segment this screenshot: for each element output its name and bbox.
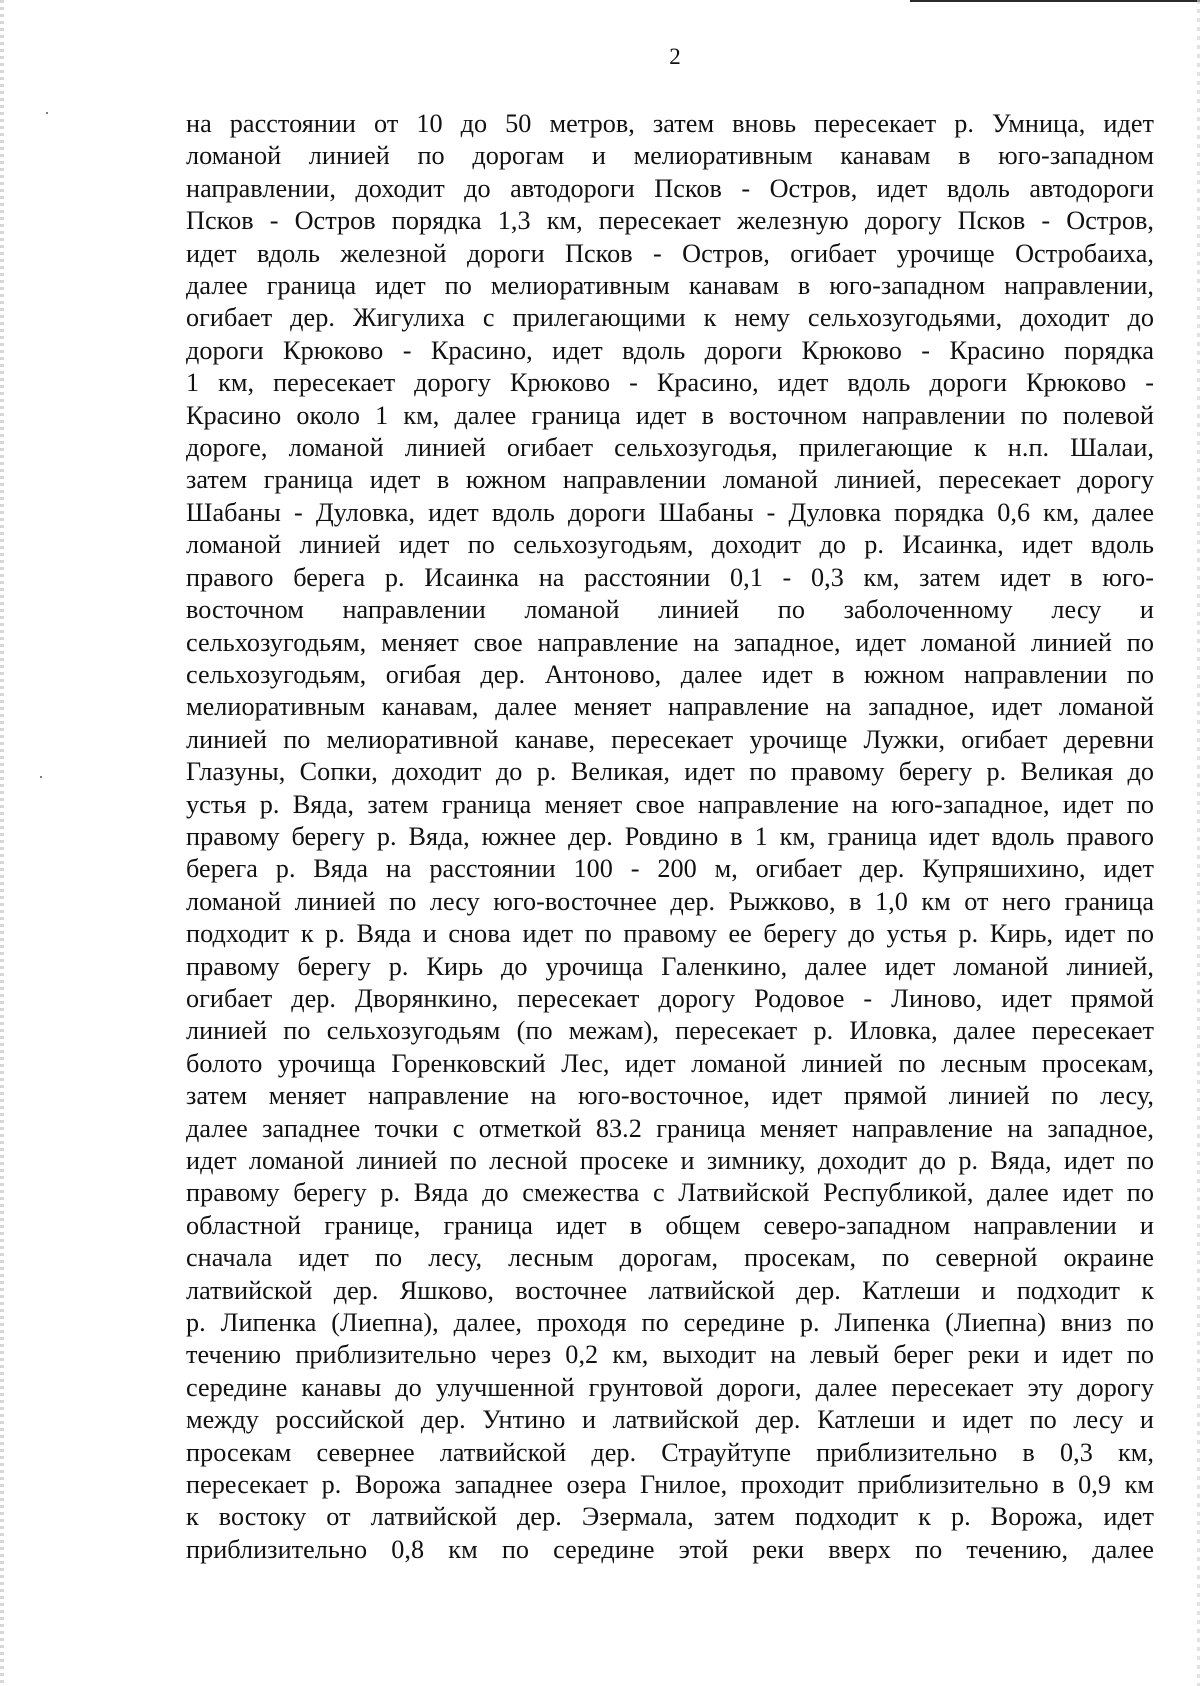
text-line: ломаной линией по дорогам и мелиоративным канавам в юго-западном: [186, 141, 1154, 171]
text-line: Глазуны, Сопки, доходит до р. Великая, идет по правому берегу р. Великая до: [186, 757, 1154, 787]
text-line: сельхозугодьям, огибая дер. Антоново, далее идет в южном направлении по: [186, 659, 1154, 689]
text-line: приблизительно 0,8 км по середине этой реки вверх по течению, далее: [186, 1534, 1154, 1564]
text-line: болото урочища Горенковский Лес, идет ломаной линией по лесным просекам,: [186, 1048, 1154, 1078]
text-line: сначала идет по лесу, лесным дорогам, просекам, по северной окраине: [186, 1243, 1154, 1273]
text-line: правому берегу р. Кирь до урочища Галенкино, далее идет ломаной линией,: [186, 951, 1154, 981]
text-line: областной границе, граница идет в общем северо-западном направлении и: [186, 1210, 1154, 1240]
text-line: берега р. Вяда на расстоянии 100 - 200 м, огибает дер. Купряшихино, идет: [186, 854, 1154, 884]
text-line: направлении, доходит до автодороги Псков - Остров, идет вдоль автодороги: [186, 173, 1154, 203]
text-line: середине канавы до улучшенной грунтовой дороги, далее пересекает эту дорогу: [186, 1372, 1154, 1402]
text-line: далее граница идет по мелиоративным канавам в юго-западном направлении,: [186, 271, 1154, 301]
body-paragraph: [186, 108, 1154, 1566]
text-line: дороге, ломаной линией огибает сельхозугодья, прилегающие к н.п. Шалаи,: [186, 433, 1154, 463]
text-line: мелиоративным канавам, далее меняет направление на западное, идет ломаной: [186, 692, 1154, 722]
text-line: р. Липенка (Лиепна), далее, проходя по середине р. Липенка (Лиепна) вниз по: [186, 1308, 1154, 1338]
page-number: 2: [669, 44, 681, 69]
text-line: ломаной линией по лесу юго-восточнее дер. Рыжково, в 1,0 км от него граница: [186, 886, 1154, 916]
text-line: сельхозугодьям, меняет свое направление на западное, идет ломаной линией по: [186, 627, 1154, 657]
text-line: восточном направлении ломаной линией по заболоченному лесу и: [186, 595, 1154, 625]
text-line: правого берега р. Исаинка на расстоянии 0,1 - 0,3 км, затем идет в юго-: [186, 562, 1154, 592]
text-line: линией по сельхозугодьям (по межам), пересекает р. Иловка, далее пересекает: [186, 1016, 1154, 1046]
text-line: ломаной линией идет по сельхозугодьям, доходит до р. Исаинка, идет вдоль: [186, 530, 1154, 560]
text-line: Псков - Остров порядка 1,3 км, пересекает железную дорогу Псков - Остров,: [186, 206, 1154, 236]
text-line: к востоку от латвийской дер. Эзермала, затем подходит к р. Ворожа, идет: [186, 1502, 1154, 1532]
text-line: огибает дер. Дворянкино, пересекает дорогу Родовое - Линово, идет прямой: [186, 983, 1154, 1013]
text-line: идет вдоль железной дороги Псков - Остров, огибает урочище Остробаиха,: [186, 238, 1154, 268]
text-line: Шабаны - Дуловка, идет вдоль дороги Шабаны - Дуловка порядка 0,6 км, далее: [186, 497, 1154, 527]
top-edge-rule: [910, 0, 1200, 2]
text-line: дороги Крюково - Красино, идет вдоль дороги Крюково - Красино порядка: [186, 335, 1154, 365]
text-line: пересекает р. Ворожа западнее озера Гнилое, проходит приблизительно в 0,9 км: [186, 1470, 1154, 1500]
text-line: подходит к р. Вяда и снова идет по правому ее берегу до устья р. Кирь, идет по: [186, 919, 1154, 949]
text-line: правому берегу р. Вяда до смежества с Латвийской Республикой, далее идет по: [186, 1178, 1154, 1208]
text-line: 1 км, пересекает дорогу Крюково - Красино, идет вдоль дороги Крюково -: [186, 368, 1154, 398]
text-line: затем граница идет в южном направлении ломаной линией, пересекает дорогу: [186, 465, 1154, 495]
text-line: затем меняет направление на юго-восточное, идет прямой линией по лесу,: [186, 1081, 1154, 1111]
text-line: огибает дер. Жигулиха с прилегающими к нему сельхозугодьями, доходит до: [186, 303, 1154, 333]
text-line: просекам севернее латвийской дер. Страуйтупе приблизительно в 0,3 км,: [186, 1437, 1154, 1467]
text-line: латвийской дер. Яшково, восточнее латвийской дер. Катлеши и подходит к: [186, 1275, 1154, 1305]
text-line: правому берегу р. Вяда, южнее дер. Ровдино в 1 км, граница идет вдоль правого: [186, 821, 1154, 851]
text-line: между российской дер. Унтино и латвийской дер. Катлеши и идет по лесу и: [186, 1405, 1154, 1435]
text-line: устья р. Вяда, затем граница меняет свое направление на юго-западное, идет по: [186, 789, 1154, 819]
scan-speck: [46, 112, 48, 114]
text-line: течению приблизительно через 0,2 км, выходит на левый берег реки и идет по: [186, 1340, 1154, 1370]
text-line: на расстоянии от 10 до 50 метров, затем вновь пересекает р. Умница, идет: [186, 109, 1154, 138]
text-line: линией по мелиоративной канаве, пересекает урочище Лужки, огибает деревни: [186, 724, 1154, 754]
text-line: далее западнее точки с отметкой 83.2 граница меняет направление на западное,: [186, 1113, 1154, 1143]
text-line: Красино около 1 км, далее граница идет в восточном направлении по полевой: [186, 400, 1154, 430]
text-line: идет ломаной линией по лесной просеке и зимнику, доходит до р. Вяда, идет по: [186, 1146, 1154, 1175]
scan-left-edge: [0, 0, 4, 1686]
scan-speck: [40, 776, 42, 778]
